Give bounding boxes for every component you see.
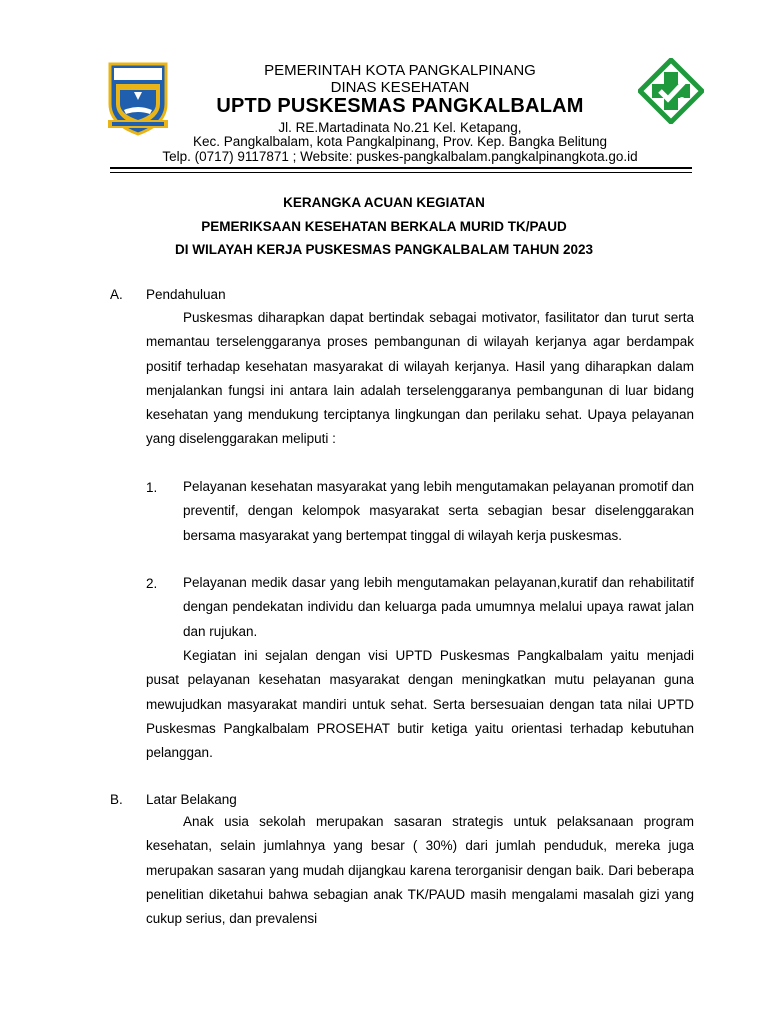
section-a-paragraph: Puskesmas diharapkan dapat bertindak sebagai motivator, fasilitator dan turut serta memantau terselenggaranya proses pembangunan di wilayah kerjanya agar berdampak positif terhadap kesehatan masyarakat di wilayah kerjanya. Hasil yang diharapkan dalam menjalankan fungsi ini antara lain adalah terselenggaranya pembangunan di luar bidang kesehatan yang mendukung terciptanya lingkungan dan perilaku sehat. Upaya pelayanan yang diselenggarakan meliputi : xyxy=(146,310,694,447)
letterhead xyxy=(0,0,768,180)
header-divider-thick xyxy=(110,167,692,169)
address-line: Jl. RE.Martadinata No.21 Kel. Ketapang, xyxy=(278,120,522,135)
institution-name: UPTD PUSKESMAS PANGKALBALAM xyxy=(216,95,584,117)
government-name: PEMERINTAH KOTA PANGKALPINANG xyxy=(264,62,536,79)
section-b-paragraph: Anak usia sekolah merupakan sasaran strategis untuk pelaksanaan program kesehatan, selain jumlahnya yang besar ( 30%) dari jumlah penduduk, mereka juga merupakan sasaran yang mudah dijangkau karena terorganisir dengan baik. Dari beberapa penelitian diketahui bahwa sebagian anak TK/PAUD masih mengalami masalah gizi yang cukup serius, dan prevalensi xyxy=(146,814,694,927)
section-b-letter: B. xyxy=(110,792,123,807)
header-divider-thin xyxy=(110,172,692,173)
doc-subtitle-scope: DI WILAYAH KERJA PUSKESMAS PANGKALBALAM TAHUN 2023 xyxy=(174,242,594,257)
address-region: Kec. Pangkalbalam, kota Pangkalpinang, Prov. Kep. Bangka Belitung xyxy=(192,134,608,149)
list-item-text: Pelayanan kesehatan masyarakat yang lebih mengutamakan pelayanan promotif dan preventif, dengan kelompok masyarakat serta sebagian besar diselenggarakan bersama masyarakat yang bertempat tinggal di wilayah kerja puskesmas. xyxy=(183,479,694,543)
section-a-letter: A. xyxy=(110,287,123,302)
list-item-number: 1. xyxy=(146,480,158,495)
contact-line: Telp. (0717) 9117871 ; Website: puskes-pangkalbalam.pangkalpinangkota.go.id xyxy=(162,149,638,164)
list-item-text: Pelayanan medik dasar yang lebih mengutamakan pelayanan,kuratif dan rehabilitatif dengan pendekatan individu dan keluarga pada umumnya melalui upaya rawat jalan dan rujukan. xyxy=(183,575,694,639)
puskesmas-logo-icon xyxy=(638,58,704,124)
doc-title: KERANGKA ACUAN KEGIATAN xyxy=(283,195,485,210)
section-a-closing-paragraph: Kegiatan ini sejalan dengan visi UPTD Puskesmas Pangkalbalam yaitu menjadi pusat pelayanan kesehatan masyarakat dengan meningkatkan mutu pelayanan guna mewujudkan masyarakat mandiri untuk sehat. Serta bersesuaian dengan tata nilai UPTD Puskesmas Pangkalbalam PROSEHAT butir ketiga yaitu orientasi terhadap kebutuhan pelanggan. xyxy=(146,648,694,761)
department-name: DINAS KESEHATAN xyxy=(330,79,470,96)
section-b-title: Latar Belakang xyxy=(146,792,237,807)
section-a-title: Pendahuluan xyxy=(146,287,226,302)
list-item-number: 2. xyxy=(146,576,158,591)
doc-subtitle: PEMERIKSAAN KESEHATAN BERKALA MURID TK/PAUD xyxy=(201,219,567,234)
